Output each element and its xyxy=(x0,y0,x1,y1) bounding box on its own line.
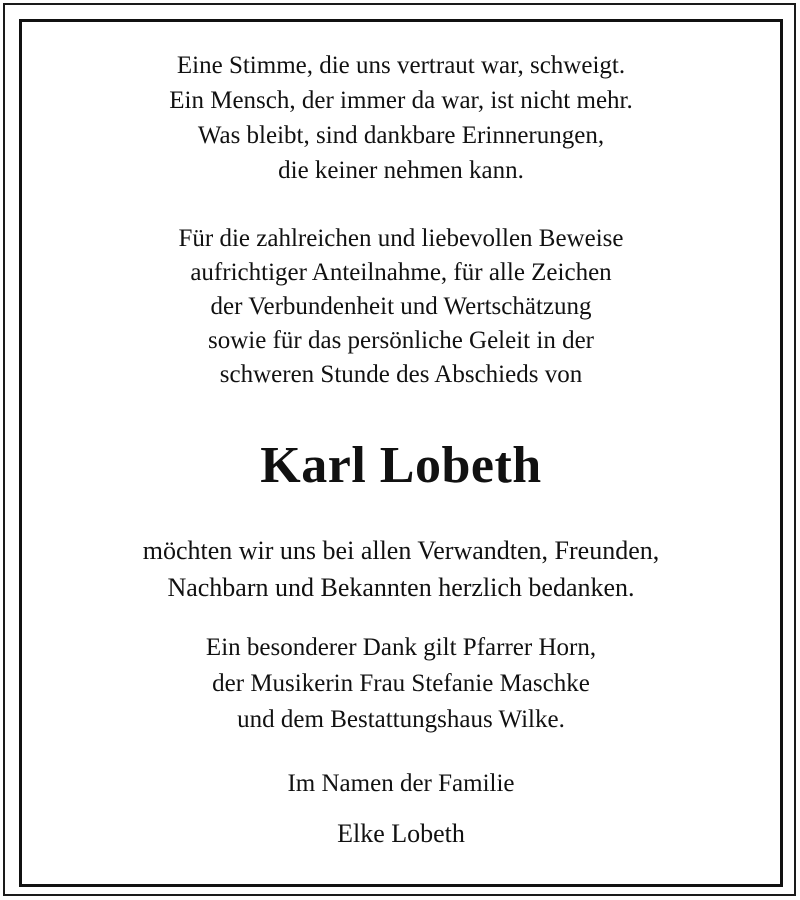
poem-line: Ein Mensch, der immer da war, ist nicht mehr. xyxy=(169,87,633,114)
deceased-name: Karl Lobeth xyxy=(260,437,542,494)
thanks-line: Für die zahlreichen und liebevollen Beweise xyxy=(178,225,624,252)
gratitude-line: möchten wir uns bei allen Verwandten, Freunden, xyxy=(142,536,660,565)
gratitude-line: Nachbarn und Bekannten herzlich bedanken. xyxy=(167,573,635,602)
thanks-paragraph xyxy=(22,222,780,392)
poem-line: die keiner nehmen kann. xyxy=(278,157,524,184)
special-thanks-line: Ein besonderer Dank gilt Pfarrer Horn, xyxy=(205,634,597,661)
thanks-line: der Verbundenheit und Wertschätzung xyxy=(210,293,592,320)
thanks-line: schweren Stunde des Abschieds von xyxy=(219,361,583,388)
thanks-line: sowie für das persönliche Geleit in der xyxy=(208,327,594,354)
special-thanks-line: und dem Bestattungshaus Wilke. xyxy=(237,706,565,733)
poem-line: Eine Stimme, die uns vertraut war, schweigt. xyxy=(176,52,626,79)
signature-name: Elke Lobeth xyxy=(337,819,465,848)
special-thanks-line: der Musikerin Frau Stefanie Maschke xyxy=(212,670,590,697)
thanks-line: aufrichtiger Anteilnahme, für alle Zeichen xyxy=(190,259,612,286)
poem-line: Was bleibt, sind dankbare Erinnerungen, xyxy=(197,122,605,149)
family-attribution: Im Namen der Familie xyxy=(287,770,515,797)
memorial-poem xyxy=(22,48,780,188)
gratitude-paragraph xyxy=(22,532,780,606)
special-thanks-paragraph xyxy=(22,630,780,738)
